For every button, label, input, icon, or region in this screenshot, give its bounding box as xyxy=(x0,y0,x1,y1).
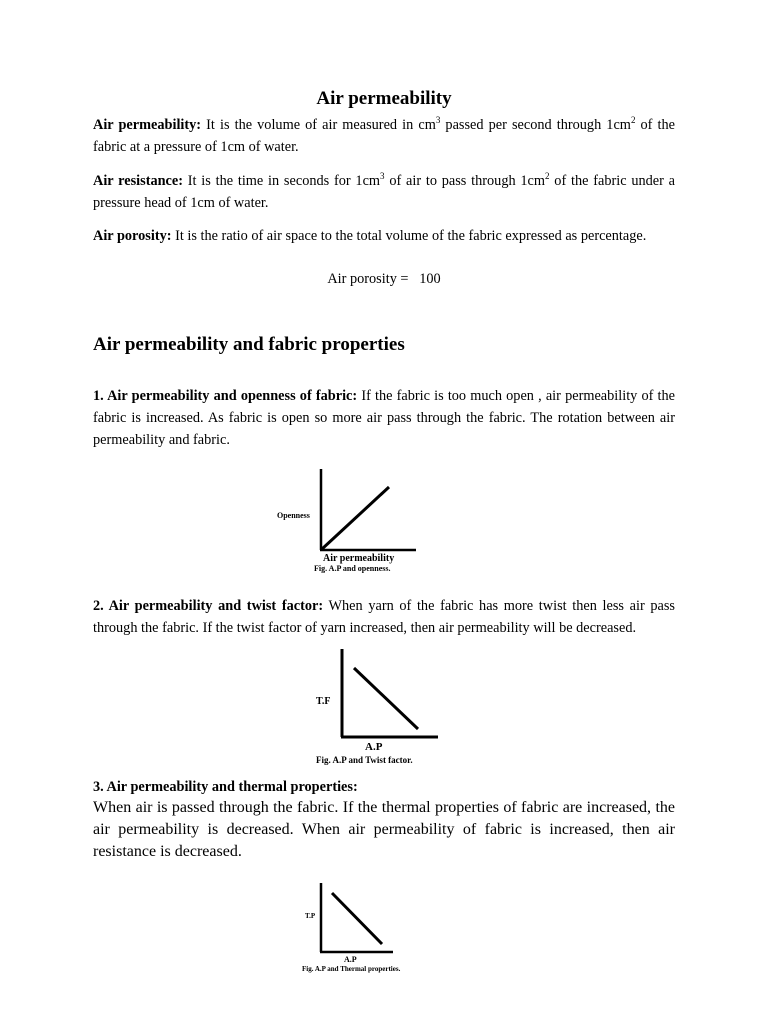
figure-caption: Fig. A.P and Twist factor. xyxy=(316,755,413,765)
section-heading: Air permeability and fabric properties xyxy=(93,334,405,355)
definition-label: Air permeability: xyxy=(93,117,202,133)
property-item-twist-factor xyxy=(93,595,675,639)
porosity-formula: Air porosity = 100 xyxy=(327,271,441,287)
y-axis-label: T.F xyxy=(316,696,331,707)
y-axis-label: T.P xyxy=(305,912,316,920)
definition-air-resistance: Air resistance: It is the time in seconds for $1cm^3$ of air to pass through $1cm^2$ of the fabric under a pressure head of 1cm of water. xyxy=(93,171,675,211)
figure-ap-openness xyxy=(270,464,430,576)
x-axis-label: Air permeability xyxy=(323,553,395,564)
x-axis-label: A.P xyxy=(365,741,383,753)
definition-label: Air resistance: xyxy=(93,173,184,189)
definition-air-permeability: Air permeability: It is the volume of air measured in $cm^3$ passed per second through $1cm^2$ of the fabric at a pressure of 1cm of water. xyxy=(93,115,675,155)
figure-ap-twist-factor xyxy=(300,645,460,770)
y-axis-label: Openness xyxy=(277,511,310,520)
item-text: If the fabric is too much open , air permeability of the fabric is increased. As fabric is open so more air pass through the fabric. The rotation between air permeability and fabric. xyxy=(93,388,676,448)
property-item-thermal: When air is passed through the fabric. If the thermal properties of fabric are increased, the air permeability is decreased. When air permeability of fabric is increased, then air resistance is decreased. xyxy=(93,799,675,860)
property-item-openness xyxy=(93,385,675,451)
item-label: 1. Air permeability and openness of fabric: xyxy=(93,388,358,404)
figure-caption: Fig. A.P and Thermal properties. xyxy=(302,965,401,973)
figure-ap-thermal xyxy=(298,880,438,978)
definition-label: Air porosity: xyxy=(93,228,172,244)
x-axis-label: A.P xyxy=(344,955,357,964)
item-text: When yarn of the fabric has more twist then less air pass through the fabric. If the twist factor of yarn increased, then air permeability will be decreased. xyxy=(93,598,675,636)
trend-line xyxy=(322,487,389,549)
item-label: 3. Air permeability and thermal properties: xyxy=(93,779,358,795)
item-label: 2. Air permeability and twist factor: xyxy=(93,598,324,614)
trend-line xyxy=(332,893,382,944)
page-title: Air permeability xyxy=(316,88,452,109)
figure-caption: Fig. A.P and openness. xyxy=(314,564,391,573)
definition-air-porosity: Air porosity: It is the ratio of air space to the total volume of the fabric expressed as percentage. xyxy=(93,228,647,244)
trend-line xyxy=(354,668,418,729)
